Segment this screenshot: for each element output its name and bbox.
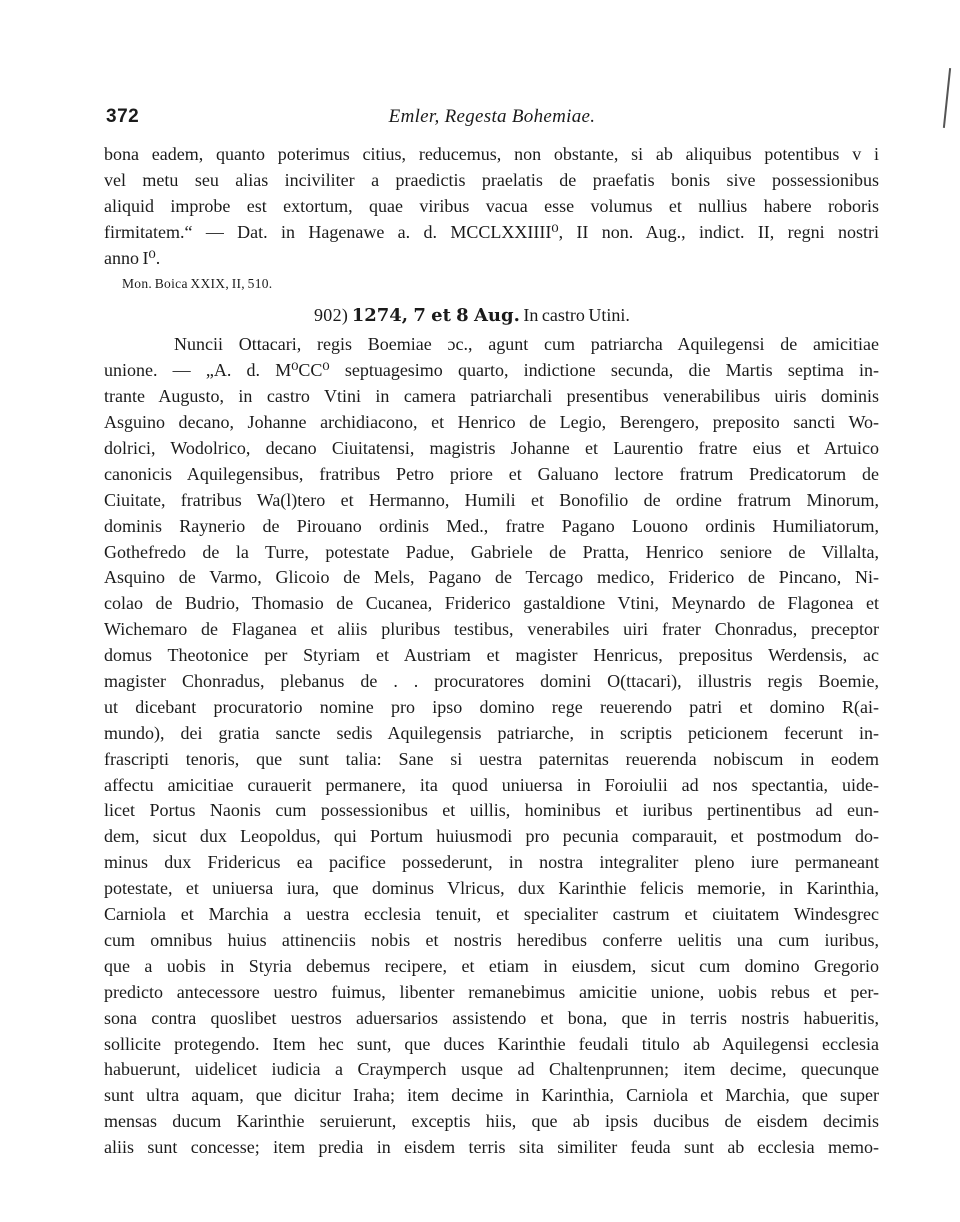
- text-line: dominis Raynerio de Pirouano ordinis Med., fratre Pagano Louono ordinis Humiliatorum,: [104, 515, 879, 536]
- text-line: frascripti tenoris, que sunt talia: Sane si uestra paternitas reuerenda nobiscum in eodem: [104, 748, 879, 769]
- text-line: Asguino decano, Johanne archidiacono, et Henrico de Legio, Berengero, preposito sancti Wo-: [104, 412, 879, 433]
- body-text: [104, 142, 879, 1161]
- text-line: mensas ducum Karinthie seruierunt, exceptis hiis, que ab ipsis ducibus de eisdem decimis: [104, 1111, 879, 1132]
- text-line: sollicite protegendo. Item hec sunt, que duces Karinthie feudali titulo ab Aquilegensi ecclesia: [104, 1033, 879, 1054]
- text-line: predicto antecessore uestro fuimus, libenter remanebimus amicitie unione, uobis rebus et per-: [104, 981, 879, 1002]
- text-line: licet Portus Naonis cum possessionibus et uillis, hominibus et iuribus pertinentibus ad eun-: [104, 800, 879, 821]
- document-number: 902): [314, 305, 349, 326]
- text-line: bona eadem, quanto poterimus citius, reducemus, non obstante, si ab aliquibus potentibus v i: [104, 144, 879, 164]
- text-line: habuerunt, uidelicet iudicia a Craymperch usque ad Chaltenprunnen; item decime, quecunque: [104, 1059, 879, 1080]
- text-line: anno I⁰.: [104, 247, 161, 268]
- summary-line: Nuncii Ottacari, regis Boemiae ɔc., agunt cum patriarcha Aquilegensi de amicitiae: [174, 334, 879, 355]
- text-line: canonicis Aquilegensibus, fratribus Petro priore et Galuano lectore fratrum Predicatorum de: [104, 463, 879, 484]
- text-line: unione. — „A. d. M⁰CC⁰ septuagesimo quarto, indictione secunda, die Martis septima in-: [104, 360, 879, 381]
- text-line: domus Theotonice per Styriam et Austriam et magister Henricus, prepositus Werdensis, ac: [104, 645, 879, 666]
- text-line: sona contra quoslibet uestros aduersarios assistendo et bona, que in terris nostris habueritis,: [104, 1007, 879, 1028]
- text-line: Gothefredo de la Turre, potestate Padue, Gabriele de Pratta, Henrico seniore de Villalta,: [104, 541, 879, 562]
- text-line: aliquid improbe est extortum, quae viribus vacua esse volumus et nullius habere roboris: [104, 195, 879, 216]
- document-date: 1274, 7 et 8 Aug.: [351, 305, 520, 327]
- text-line: firmitatem.“ — Dat. in Hagenawe a. d. MCCLXXIIII⁰, II non. Aug., indict. II, regni nostri: [104, 221, 879, 242]
- text-line: Ciuitate, fratribus Wa(l)tero et Hermanno, Humili et Bonofilio de ordine fratrum Minorum,: [104, 489, 879, 510]
- text-line: dolrici, Wodolrico, decano Ciuitatensi, magistris Johanne et Laurentio fratre eius et Artuico: [104, 438, 879, 459]
- text-line: dem, sicut dux Leopoldus, qui Portum huiusmodi pro pecunia comparauit, et postmodum do-: [104, 826, 879, 847]
- text-line: vel metu seu alias inciviliter a praedictis praelatis de praefatis bonis sive possessionibus: [104, 169, 879, 190]
- text-line: minus dux Fridericus ea pacifice possederunt, in nostra integraliter pleno iure permaneant: [104, 852, 879, 873]
- text-line: sunt ultra aquam, que dicitur Iraha; item decime in Karinthia, Carniola et Marchia, que super: [104, 1085, 879, 1106]
- text-line: ut dicebant procuratorio nomine pro ipso domino rege reuerendo patri et domino R(ai-: [104, 696, 879, 717]
- text-line: cum omnibus huius attinenciis nobis et nostris heredibus conferre uelitis una cum iuribus,: [104, 929, 879, 950]
- text-line: affectu amicitiae curauerit permanere, ita quod uniuersa in Foroiulii ad nos spectantia, uide-: [104, 774, 879, 795]
- running-title: Emler, Regesta Bohemiae.: [388, 106, 596, 127]
- page-header: [104, 106, 880, 134]
- page-edge-mark: [943, 68, 951, 128]
- text-line: colao de Budrio, Thomasio de Cucanea, Friderico gastaldione Vtini, Meynardo de Flagonea et: [104, 593, 879, 614]
- page-number: 372: [106, 106, 140, 127]
- text-line: Asquino de Varmo, Glicoio de Mels, Pagano de Tercago medico, Friderico de Pincano, Ni-: [104, 567, 879, 588]
- text-line: Carniola et Marchia a uestra ecclesia tenuit, et specialiter castrum et ciuitatem Windesgrec: [104, 904, 879, 925]
- text-line: aliis sunt concesse; item predia in eisdem terris sita similiter feuda sunt ab ecclesia memo-: [104, 1137, 879, 1158]
- text-line: mundo), dei gratia sancte sedis Aquilegensis patriarche, in scriptis peticionem fecerunt in-: [104, 722, 879, 743]
- document-heading: [104, 296, 879, 332]
- document-place: In castro Utini.: [523, 305, 630, 326]
- text-line: trante Augusto, in castro Vtini in camera patriarchali presentibus venerabilibus uiris dominis: [104, 386, 879, 407]
- text-line: magister Chonradus, plebanus de . . procuratores domini O(ttacari), illustris regis Boemie,: [104, 671, 879, 692]
- source-citation: Mon. Boica XXIX, II, 510.: [122, 276, 273, 292]
- text-line: Wichemaro de Flaganea et aliis pluribus testibus, venerabiles uiri frater Chonradus, preceptor: [104, 619, 879, 640]
- text-line: potestate, et uniuersa iura, que dominus Vlricus, dux Karinthie felicis memorie, in Karinthia,: [104, 878, 879, 899]
- text-line: que a uobis in Styria debemus recipere, et etiam in eiusdem, sicut cum domino Gregorio: [104, 955, 879, 976]
